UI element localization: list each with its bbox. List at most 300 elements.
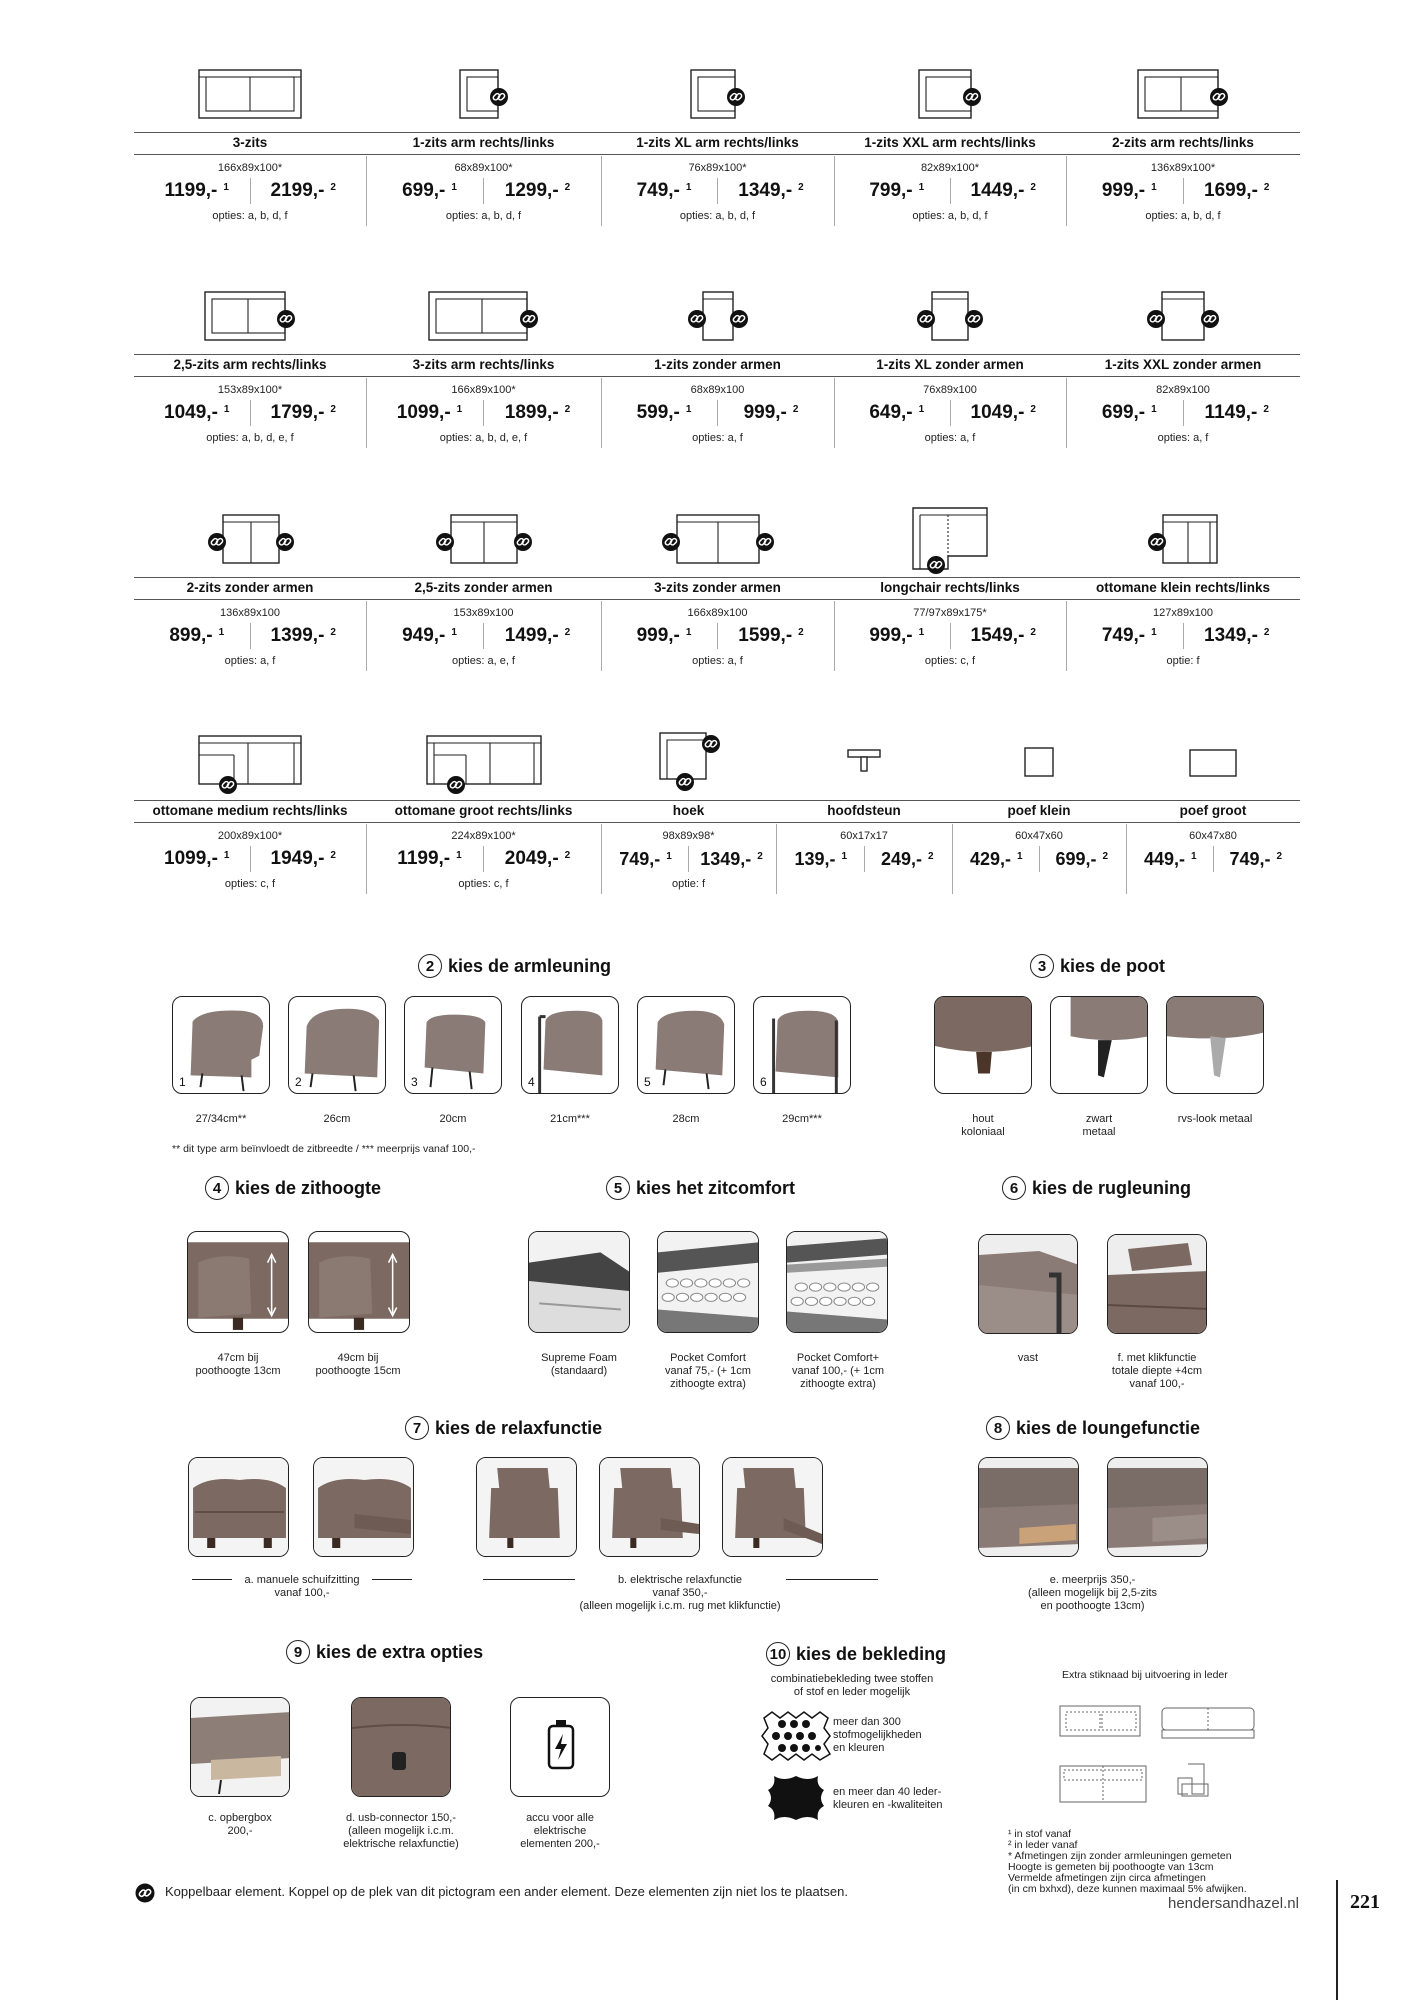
section-extra-heading (286, 1640, 483, 1664)
product-options: opties: c, f (924, 655, 976, 667)
price-fabric: 1199,- $^1$ (397, 848, 462, 869)
section-zitcomfort-heading (606, 1176, 795, 1200)
price-leather: 1299,- $^2$ (504, 180, 571, 201)
product-photo (935, 997, 1032, 1094)
product-options: opties: c, f (224, 878, 276, 890)
footnote-marker: 1 (918, 627, 925, 638)
product-prices (376, 177, 591, 205)
product-dimensions: 68x89x100* (454, 162, 513, 174)
caption-rule (483, 1579, 575, 1580)
stitch-title: Extra stiknaad bij uitvoering in leder (1062, 1669, 1228, 1681)
option-caption: 47cm bij poothoogte 13cm (195, 1352, 281, 1377)
relax-caption-a: a. manuele schuifzitting vanaf 100,- (244, 1574, 360, 1599)
footnote-marker: 2 (1030, 627, 1036, 638)
product-dimensions: 166x89x100 (687, 607, 748, 619)
product-dimensions: 60x47x80 (1189, 830, 1237, 842)
section-lounge-heading (986, 1416, 1200, 1440)
link-icon (756, 533, 774, 551)
element-diagram (208, 514, 292, 564)
price-leather: 999,- $^2$ (743, 402, 799, 423)
element-diagram (1147, 291, 1219, 341)
poot-option-1 (934, 996, 1032, 1094)
footnote-marker: 1 (666, 850, 672, 862)
option-caption: hout koloniaal (961, 1113, 1005, 1138)
product-name: 2-zits arm rechts/links (1066, 132, 1300, 155)
link-icon (1148, 533, 1166, 551)
product-diagram (366, 282, 601, 350)
product-diagram (134, 282, 366, 350)
zitcomfort-option-2 (657, 1231, 759, 1333)
link-icon (514, 533, 532, 551)
product-longchair (834, 505, 1066, 675)
link-icon (963, 88, 981, 106)
caption-rule (192, 1579, 232, 1580)
product-dimensions: 98x89x98* (662, 830, 715, 842)
bekleding-subtitle: combinatiebekleding twee stoffen of stof en leder mogelijk (770, 1673, 934, 1698)
option-index: 6 (760, 1075, 767, 1089)
product-prices (1076, 399, 1290, 427)
footnote-marker: 1 (223, 182, 229, 193)
product-three-noarm (601, 505, 834, 675)
footnote-marker: 1 (451, 182, 457, 193)
product-diagram (952, 728, 1126, 796)
footnote-marker: 1 (1151, 627, 1157, 638)
section-armleuning-heading (418, 954, 611, 978)
product-one-noarm-m (834, 282, 1066, 452)
option-index: 4 (528, 1075, 535, 1089)
site-url[interactable]: hendersandhazel.nl (1168, 1895, 1299, 1912)
price-leather: 1349,- $^2$ (700, 848, 763, 869)
column-divider (601, 824, 602, 894)
option-caption: zwart metaal (1082, 1113, 1116, 1138)
footnote-marker: 2 (330, 627, 336, 638)
option-index: 2 (295, 1075, 302, 1089)
footnote-line: ¹ in stof vanaf (1008, 1828, 1072, 1840)
element-diagram (436, 514, 532, 564)
price-fabric: 139,- $^1$ (794, 848, 848, 869)
price-fabric: 899,- $^1$ (169, 625, 225, 646)
product-sofa3arms (134, 60, 366, 230)
product-diagram (1066, 282, 1300, 350)
footnote-line: Hoogte is gemeten bij poothoogte van 13cm (1008, 1861, 1214, 1873)
poot-option-3 (1166, 996, 1264, 1094)
product-options: opties: a, b, d, f (912, 210, 988, 222)
element-diagram (659, 732, 719, 792)
product-three-arm (366, 282, 601, 452)
product-diagram (834, 60, 1066, 128)
product-name: 1-zits zonder armen (601, 354, 834, 377)
step-number: 5 (606, 1176, 630, 1200)
footnote-marker: 2 (1263, 404, 1269, 415)
lounge-option-2 (1107, 1457, 1208, 1557)
product-dimensions: 153x89x100 (453, 607, 514, 619)
element-diagram (1148, 514, 1218, 564)
product-diagram (1066, 505, 1300, 573)
relax-option-b2 (599, 1457, 700, 1557)
link-icon (1147, 310, 1165, 328)
price-leather: 749,- $^2$ (1229, 848, 1283, 869)
product-prices (376, 622, 591, 650)
element-diagram (690, 69, 746, 119)
product-prices (954, 845, 1124, 873)
zithoogte-option-1 (187, 1231, 289, 1333)
product-photo (309, 1232, 410, 1333)
element-diagram (204, 291, 296, 341)
fabric-swatch-icon (760, 1710, 832, 1762)
product-diagram (601, 505, 834, 573)
option-caption: c. opbergbox 200,- (208, 1812, 272, 1837)
product-dimensions: 82x89x100 (1156, 384, 1210, 396)
product-name: hoek (601, 800, 776, 823)
price-fabric: 1049,- $^1$ (164, 402, 230, 423)
product-prices (611, 399, 824, 427)
option-caption: Pocket Comfort+ vanaf 100,- (+ 1cm zithoogte extra) (791, 1352, 885, 1390)
product-dimensions: 82x89x100* (920, 162, 980, 174)
product-name: poef klein (952, 800, 1126, 823)
product-photo (191, 1698, 290, 1797)
footnote-line: Vermelde afmetingen zijn circa afmetingen (1008, 1872, 1206, 1884)
option-caption: 29cm*** (782, 1113, 822, 1125)
product-dimensions: 224x89x100* (451, 830, 516, 842)
link-icon (917, 310, 935, 328)
product-photo (600, 1458, 700, 1557)
section-title: kies de extra opties (316, 1641, 484, 1662)
product-dimensions: 76x89x100* (688, 162, 747, 174)
column-divider (366, 601, 367, 671)
product-prices (144, 845, 356, 873)
footnote-marker: 1 (841, 850, 848, 862)
option-caption: accu voor alle elektrische elementen 200,- (520, 1812, 600, 1850)
product-twohalf-noarm (366, 505, 601, 675)
product-photo (188, 1232, 289, 1333)
bekleding-leder-text: en meer dan 40 leder- kleuren en -kwaliteiten (833, 1786, 943, 1811)
price-fabric: 429,- $^1$ (969, 848, 1023, 869)
product-diagram (134, 505, 366, 573)
armleuning-option-5 (637, 996, 735, 1094)
column-divider (601, 378, 602, 448)
extra-option-accu (510, 1697, 610, 1797)
product-name: 1-zits arm rechts/links (366, 132, 601, 155)
product-prices (611, 622, 824, 650)
footnote-marker: 2 (1276, 850, 1283, 862)
link-icon (965, 310, 983, 328)
lounge-caption: e. meerprijs 350,- (alleen mogelijk bij 2,5-zits en poothoogte 13cm) (1028, 1574, 1157, 1612)
product-dimensions: 200x89x100* (217, 830, 283, 842)
section-title: kies de relaxfunctie (435, 1417, 603, 1438)
product-one-arm-m (601, 60, 834, 230)
column-divider (952, 824, 953, 894)
product-photo (529, 1232, 630, 1333)
caption-rule (372, 1579, 412, 1580)
option-caption: Supreme Foam (standaard) (541, 1352, 617, 1377)
price-leather: 1699,- $^2$ (1204, 180, 1270, 201)
footnote-marker: 1 (218, 627, 225, 638)
armleuning-note: ** dit type arm beïnvloedt de zitbreedte / *** meerprijs vanaf 100,- (172, 1143, 476, 1155)
price-fabric: 649,- $^1$ (869, 402, 925, 423)
column-divider (1066, 156, 1067, 226)
product-dimensions: 76x89x100 (923, 384, 977, 396)
footnote-marker: 1 (1151, 404, 1157, 415)
option-caption: 21cm*** (550, 1113, 590, 1125)
step-number: 2 (418, 954, 442, 978)
rugleuning-option-2 (1107, 1234, 1207, 1334)
product-diagram (601, 282, 834, 350)
armleuning-option-6 (753, 996, 851, 1094)
price-fabric: 1099,- $^1$ (396, 402, 463, 423)
step-number: 4 (205, 1176, 229, 1200)
link-icon (662, 533, 680, 551)
product-prices (144, 177, 356, 205)
column-divider (834, 378, 835, 448)
product-dimensions: 60x47x60 (1015, 830, 1063, 842)
link-icon (436, 533, 454, 551)
footnote-line: (in cm bxhxd), deze kunnen maximaal 5% afwijken. (1008, 1883, 1247, 1895)
price-leather: 249,- $^2$ (880, 848, 934, 869)
product-name: 2-zits zonder armen (134, 577, 366, 600)
element-diagram (917, 291, 983, 341)
link-icon (208, 533, 226, 551)
product-one-noarm-s (601, 282, 834, 452)
footnote-marker: 1 (685, 627, 692, 638)
link-icon (676, 773, 694, 791)
price-leather: 1549,- $^2$ (970, 625, 1036, 646)
product-prices (611, 177, 824, 205)
option-caption: 49cm bij poothoogte 15cm (315, 1352, 401, 1377)
price-leather: 1349,- $^2$ (1204, 625, 1270, 646)
product-diagram (834, 282, 1066, 350)
price-fabric: 999,- $^1$ (869, 625, 925, 646)
product-options: opties: a, b, d, e, f (206, 432, 294, 444)
product-photo (979, 1458, 1079, 1557)
step-number: 7 (405, 1416, 429, 1440)
product-options: opties: a, f (692, 432, 743, 444)
relax-option-a1 (188, 1457, 289, 1557)
footnote-marker: 1 (1016, 850, 1023, 862)
step-number: 6 (1002, 1176, 1026, 1200)
footnote-marker: 1 (685, 182, 692, 193)
relax-option-b1 (476, 1457, 577, 1557)
footnote-marker: 1 (456, 850, 462, 861)
link-icon (730, 310, 748, 328)
column-divider (834, 601, 835, 671)
product-one-arm-s (366, 60, 601, 230)
step-number: 3 (1030, 954, 1054, 978)
link-icon (702, 735, 720, 753)
footnote-marker: 2 (1263, 627, 1270, 638)
product-prices (778, 845, 950, 873)
section-rugleuning-heading (1002, 1176, 1191, 1200)
element-diagram (1188, 746, 1238, 778)
element-diagram (198, 69, 302, 119)
price-fabric: 699,- $^1$ (1101, 402, 1157, 423)
product-pouf-s (952, 728, 1126, 898)
product-headrest (776, 728, 952, 898)
product-photo (352, 1698, 451, 1797)
product-name: poef groot (1126, 800, 1300, 823)
armleuning-option-4 (521, 996, 619, 1094)
option-caption: Pocket Comfort vanaf 75,- (+ 1cm zithoogte extra) (665, 1352, 751, 1390)
step-number: 9 (286, 1640, 310, 1664)
footnote-marker: 2 (1030, 182, 1036, 193)
product-dimensions: 60x17x17 (840, 830, 888, 842)
product-name: 2,5-zits zonder armen (366, 577, 601, 600)
price-leather: 1499,- $^2$ (504, 625, 571, 646)
footnotes (1008, 1829, 1247, 1895)
footnote-marker: 2 (564, 850, 571, 861)
lounge-option-1 (978, 1457, 1079, 1557)
link-icon (277, 310, 295, 328)
relax-option-b3 (722, 1457, 823, 1557)
product-photo (1051, 997, 1148, 1094)
product-diagram (366, 505, 601, 573)
footnote-marker: 2 (330, 182, 336, 193)
price-leather: 1049,- $^2$ (970, 402, 1036, 423)
product-options: opties: a, f (692, 655, 743, 667)
product-photo (1108, 1458, 1208, 1557)
price-leather: 1899,- $^2$ (504, 402, 571, 423)
product-name: ottomane groot rechts/links (366, 800, 601, 823)
option-caption: 27/34cm** (195, 1113, 247, 1125)
product-diagram (134, 60, 366, 128)
relax-option-a2 (313, 1457, 414, 1557)
column-divider (601, 601, 602, 671)
price-leather: 2199,- $^2$ (270, 180, 336, 201)
product-two-noarm (134, 505, 366, 675)
product-photo (754, 997, 851, 1094)
element-diagram (198, 735, 302, 789)
battery-icon (511, 1698, 610, 1797)
price-fabric: 749,- $^1$ (1101, 625, 1157, 646)
zitcomfort-option-1 (528, 1231, 630, 1333)
bekleding-stof-text: meer dan 300 stofmogelijkheden en kleuren (833, 1716, 922, 1754)
product-diagram (134, 728, 366, 796)
product-prices (603, 845, 774, 873)
product-one-noarm-l (1066, 282, 1300, 452)
price-fabric: 949,- $^1$ (402, 625, 457, 646)
product-prices (1128, 845, 1298, 873)
product-dimensions: 136x89x100 (220, 607, 280, 619)
product-otto-s (1066, 505, 1300, 675)
product-prices (844, 622, 1056, 650)
product-diagram (834, 505, 1066, 573)
product-options: opties: a, b, d, f (679, 210, 756, 222)
product-diagram (1126, 728, 1300, 796)
footnote-marker: 2 (757, 850, 763, 862)
product-prices (144, 622, 356, 650)
link-legend: Koppelbaar element. Koppel op de plek van dit pictogram een ander element. Deze elementen zijn niet los te plaatsen. (165, 1884, 848, 1899)
product-options: opties: a, b, d, f (445, 210, 522, 222)
product-name: 1-zits XL arm rechts/links (601, 132, 834, 155)
product-diagram (1066, 60, 1300, 128)
product-photo (979, 1235, 1078, 1334)
footnote-marker: 2 (564, 404, 571, 415)
product-dimensions: 166x89x100* (217, 162, 283, 174)
column-divider (776, 824, 777, 894)
product-dimensions: 166x89x100* (451, 384, 516, 396)
product-name: hoofdsteun (776, 800, 952, 823)
product-name: 1-zits XXL arm rechts/links (834, 132, 1066, 155)
product-photo (314, 1458, 414, 1557)
option-index: 1 (179, 1075, 186, 1089)
footnote-marker: 1 (1190, 850, 1197, 862)
price-leather: 2049,- $^2$ (504, 848, 571, 869)
price-leather: 1799,- $^2$ (270, 402, 336, 423)
footnote-marker: 2 (330, 404, 336, 415)
link-icon (1201, 310, 1219, 328)
element-diagram (426, 735, 542, 789)
product-options: optie: f (671, 878, 706, 890)
footnote-line: * Afmetingen zijn zonder armleuningen gemeten (1008, 1850, 1232, 1862)
footnote-marker: 2 (927, 850, 934, 862)
leather-hide-icon (764, 1772, 828, 1824)
section-relax-heading (405, 1416, 602, 1440)
product-name: 2,5-zits arm rechts/links (134, 354, 366, 377)
product-photo (289, 997, 386, 1094)
product-photo (1167, 997, 1264, 1094)
product-prices (376, 845, 591, 873)
product-options: opties: a, f (924, 432, 976, 444)
extra-option-usb (351, 1697, 451, 1797)
column-divider (1066, 601, 1067, 671)
product-photo (477, 1458, 577, 1557)
price-leather: 1949,- $^2$ (270, 848, 336, 869)
option-index: 3 (411, 1075, 418, 1089)
element-diagram (918, 69, 982, 119)
product-options: opties: a, b, d, f (212, 210, 288, 222)
price-leather: 1349,- $^2$ (738, 180, 804, 201)
product-otto-m (134, 728, 366, 898)
product-diagram (601, 60, 834, 128)
product-options: opties: a, e, f (452, 655, 515, 667)
link-icon (135, 1883, 155, 1903)
price-fabric: 799,- $^1$ (869, 180, 925, 201)
zithoogte-option-2 (308, 1231, 410, 1333)
product-name: 1-zits XL zonder armen (834, 354, 1066, 377)
product-options: opties: a, b, d, f (1145, 210, 1221, 222)
footnote-marker: 1 (223, 850, 230, 861)
product-name: 3-zits zonder armen (601, 577, 834, 600)
column-divider (834, 156, 835, 226)
footnote-marker: 2 (1030, 404, 1036, 415)
footnote-marker: 2 (564, 627, 571, 638)
section-title: kies de rugleuning (1032, 1177, 1192, 1198)
product-dimensions: 68x89x100 (690, 384, 745, 396)
option-caption: 28cm (672, 1113, 700, 1125)
product-photo (522, 997, 619, 1094)
product-two-arm (134, 282, 366, 452)
price-fabric: 999,- $^1$ (1101, 180, 1157, 201)
product-prices (144, 399, 356, 427)
section-title: kies de zithoogte (235, 1177, 382, 1198)
product-dimensions: 153x89x100* (217, 384, 283, 396)
product-options: opties: a, b, d, e, f (439, 432, 528, 444)
footnote-marker: 2 (564, 182, 571, 193)
price-leather: 1399,- $^2$ (270, 625, 336, 646)
option-caption: f. met klikfunctie totale diepte +4cm vanaf 100,- (1111, 1352, 1203, 1390)
product-photo (787, 1232, 888, 1333)
product-dimensions: 127x89x100 (1153, 607, 1213, 619)
price-fabric: 449,- $^1$ (1143, 848, 1197, 869)
product-prices (376, 399, 591, 427)
product-name: 3-zits arm rechts/links (366, 354, 601, 377)
link-icon (520, 310, 538, 328)
product-photo (638, 997, 735, 1094)
poot-option-2 (1050, 996, 1148, 1094)
armleuning-option-2 (288, 996, 386, 1094)
product-diagram (776, 728, 952, 796)
link-icon (727, 88, 745, 106)
element-diagram (912, 507, 988, 571)
